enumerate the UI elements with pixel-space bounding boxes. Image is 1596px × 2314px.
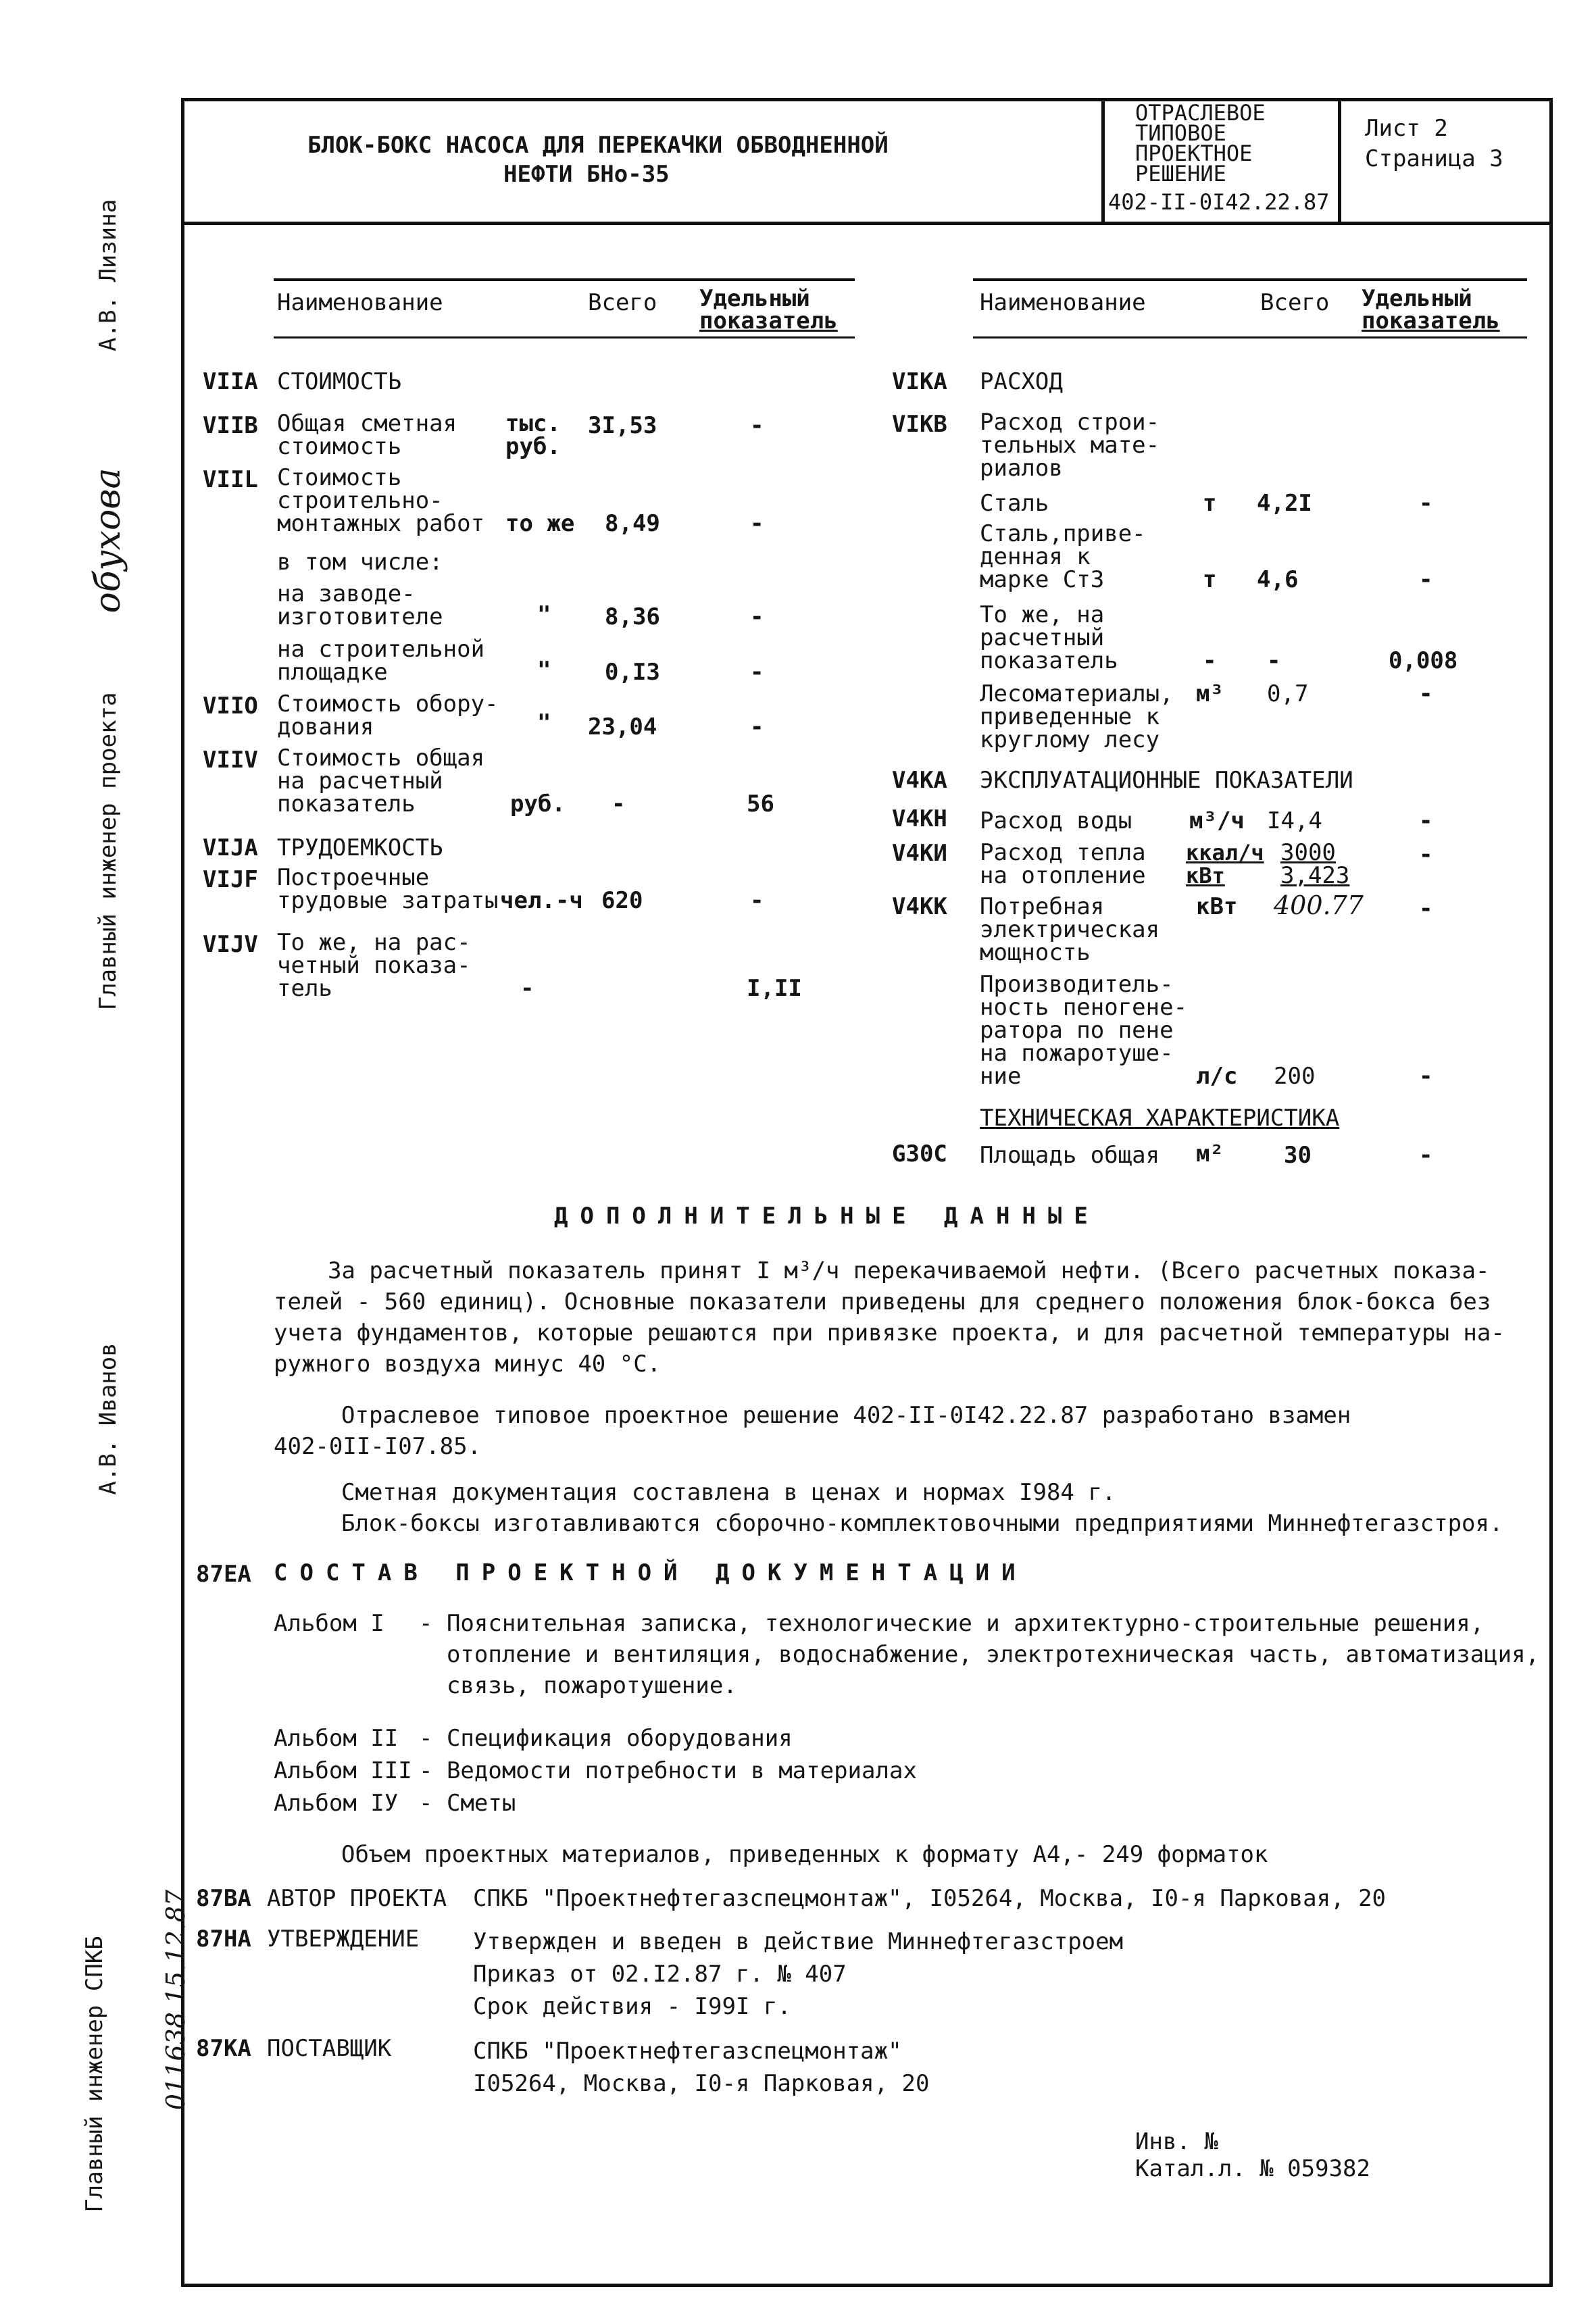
left-row-10-name-0: То же, на рас-: [277, 929, 471, 956]
left-row-1-name-0: Общая сметная: [277, 410, 457, 437]
right-row-8-code: V4KИ: [892, 840, 947, 867]
left-row-0-code: VIIA: [203, 368, 258, 395]
right-row-7-spec: -: [1419, 807, 1433, 834]
left-row-1-name-1: стоимость: [277, 433, 402, 460]
left-row-7-name-0: Стоимость общая: [277, 745, 485, 772]
page-label: Страница 3: [1365, 145, 1503, 172]
composition-code: 87EA: [196, 1561, 251, 1588]
right-row-10-total: 200: [1274, 1063, 1316, 1090]
additional-p2-0: Отраслевое типовое проектное решение 402-II-0I42.22.87 разработано взамен: [341, 1402, 1351, 1429]
left-row-5-spec: -: [750, 659, 764, 686]
composition-volume: Объем проектных материалов, приведенных к формату А4,- 249 форматок: [341, 1841, 1268, 1868]
stamp-divider-1: [1101, 98, 1105, 225]
type-line-0: ОТРАСЛЕВОЕ: [1135, 100, 1266, 126]
album-0-line-2: связь, пожаротушение.: [419, 1672, 737, 1699]
right-row-10-name-4: ние: [980, 1063, 1022, 1090]
left-col-total: Всего: [588, 289, 657, 316]
right-row-10-unit: л/с: [1196, 1063, 1238, 1090]
album-1-line-0: - Спецификация оборудования: [419, 1725, 793, 1752]
album-1-name: Альбом II: [274, 1725, 399, 1752]
left-row-9-spec: -: [750, 887, 764, 914]
right-row-10-name-2: ратора по пене: [980, 1017, 1174, 1044]
album-0-line-1: отопление и вентиляция, водоснабжение, электротехническая часть, автоматизация,: [419, 1641, 1540, 1668]
left-row-9-unit: чел.-ч: [500, 887, 583, 914]
left-col-spec-2: показатель: [699, 307, 838, 334]
left-row-9-code: VIJF: [203, 866, 258, 893]
right-row-5-name-2: круглому лесу: [980, 726, 1160, 753]
left-row-4-unit: ": [537, 601, 551, 628]
author-code: 87BA: [196, 1885, 251, 1912]
left-row-7-code: VIIV: [203, 747, 258, 774]
additional-p1-1: телей - 560 единиц). Основные показатели приведены для среднего положения блок-бокса без: [274, 1288, 1491, 1315]
left-row-9-name-0: Построечные: [277, 864, 430, 891]
right-col-spec-2: показатель: [1362, 307, 1500, 334]
right-row-4-name-0: То же, на: [980, 601, 1105, 628]
approval-line-1: Приказ от 02.I2.87 г. № 407: [473, 1961, 847, 1988]
left-row-6-total: 23,04: [588, 713, 657, 740]
left-row-0-name: СТОИМОСТЬ: [277, 368, 402, 395]
right-row-5-unit: м³: [1196, 680, 1224, 707]
right-row-3-spec: -: [1419, 566, 1433, 593]
supplier-line-0: СПКБ "Проектнефтегазспецмонтаж": [473, 2038, 902, 2065]
right-row-9-name-0: Потребная: [980, 893, 1105, 920]
right-col-spec-1: Удельный: [1362, 285, 1472, 312]
type-line-3: РЕШЕНИЕ: [1135, 161, 1226, 186]
additional-p1-0: За расчетный показатель принят I м³/ч перекачиваемой нефти. (Всего расчетных показа-: [328, 1257, 1490, 1284]
right-row-4-name-2: показатель: [980, 647, 1118, 674]
album-0-line-0: - Пояснительная записка, технологические и архитектурно-строительные решения,: [419, 1610, 1485, 1637]
right-row-4-unit: -: [1203, 647, 1217, 674]
right-row-10-spec: -: [1419, 1063, 1433, 1090]
album-2-name: Альбом III: [274, 1757, 412, 1784]
header-stamp: [181, 98, 1553, 225]
right-row-7-code: V4KH: [892, 805, 947, 832]
header-title-line1: БЛОК-БОКС НАСОСА ДЛЯ ПЕРЕКАЧКИ ОБВОДНЕННОЙ: [307, 132, 889, 159]
approval-code: 87HA: [196, 1926, 251, 1953]
margin-chief-engineer-spkb: Главный инженер СПКБ: [81, 1936, 108, 2213]
right-row-12-spec: -: [1419, 1142, 1433, 1169]
right-row-9-total: 400.77: [1274, 890, 1364, 920]
supplier-code: 87KA: [196, 2035, 251, 2062]
left-row-10-name-2: тель: [277, 975, 332, 1002]
author-label: АВТОР ПРОЕКТА: [267, 1885, 447, 1912]
type-line-1: ТИПОВОЕ: [1135, 120, 1226, 146]
stamp-divider-2: [1338, 98, 1341, 225]
right-row-10-name-3: на пожаротуше-: [980, 1040, 1174, 1067]
left-row-5-name-1: площадке: [277, 659, 388, 686]
right-table-header-rule: [973, 336, 1527, 338]
supplier-line-1: I05264, Москва, I0-я Парковая, 20: [473, 2070, 930, 2097]
left-row-1-code: VIIB: [203, 412, 258, 439]
right-row-5-name-0: Лесоматериалы,: [980, 680, 1174, 707]
left-col-name: Наименование: [277, 289, 443, 316]
left-row-10-unit: -: [520, 975, 534, 1002]
left-row-8-code: VIJA: [203, 834, 258, 861]
header-title-line2: НЕФТИ БНо-35: [503, 161, 670, 188]
left-row-6-unit: ": [537, 709, 551, 736]
right-row-2-name: Сталь: [980, 490, 1049, 517]
additional-p3: Сметная документация составлена в ценах и нормах I984 г.: [341, 1479, 1116, 1506]
left-row-9-name-1: трудовые затраты: [277, 887, 499, 914]
right-col-name: Наименование: [980, 289, 1146, 316]
right-row-9-name-2: мощность: [980, 939, 1091, 966]
type-line-4: 402-II-0I42.22.87: [1108, 189, 1330, 215]
right-row-3-unit: т: [1203, 566, 1217, 593]
left-row-4-name-1: изготовителе: [277, 603, 443, 630]
left-row-10-name-1: четный показа-: [277, 952, 471, 979]
left-row-6-name-1: дования: [277, 713, 374, 740]
sheet-label: Лист 2: [1365, 115, 1448, 142]
right-row-9-code: V4KK: [892, 893, 947, 920]
right-row-4-name-1: расчетный: [980, 624, 1105, 651]
right-row-12-name: Площадь общая: [980, 1142, 1160, 1169]
right-row-5-total: 0,7: [1267, 680, 1309, 707]
right-row-0-name: РАСХОД: [980, 368, 1063, 395]
left-row-1-spec: -: [750, 412, 764, 439]
right-row-6-code: V4KA: [892, 767, 947, 794]
right-row-4-total: -: [1267, 647, 1281, 674]
left-row-7-name-1: на расчетный: [277, 768, 443, 795]
left-row-2-name-2: монтажных работ: [277, 510, 485, 537]
additional-p1-3: ружного воздуха минус 40 °С.: [274, 1351, 662, 1378]
right-row-8-unit: ккал/ч кВт: [1186, 840, 1264, 888]
right-row-3-name-2: марке Ст3: [980, 566, 1105, 593]
right-row-0-code: VIKA: [892, 368, 947, 395]
left-row-7-spec: 56: [747, 790, 774, 818]
right-row-8-name-1: на отопление: [980, 862, 1146, 889]
right-row-8-total: 3000 3,423: [1280, 839, 1350, 889]
right-row-7-name: Расход воды: [980, 807, 1132, 834]
author-text: СПКБ "Проектнефтегазспецмонтаж", I05264, Москва, I0-я Парковая, 20: [473, 1885, 1387, 1912]
left-row-4-spec: -: [750, 603, 764, 630]
right-row-7-total: I4,4: [1267, 807, 1322, 834]
type-line-2: ПРОЕКТНОЕ: [1135, 141, 1253, 166]
right-row-9-name-1: электрическая: [980, 916, 1160, 943]
left-row-4-name-0: на заводе-: [277, 580, 416, 607]
approval-line-2: Срок действия - I99I г.: [473, 1993, 791, 2020]
right-row-1-name-0: Расход строи-: [980, 409, 1160, 436]
right-row-10-name-0: Производитель-: [980, 971, 1174, 998]
right-row-1-name-2: риалов: [980, 455, 1063, 482]
left-row-2-code: VIIL: [203, 466, 258, 493]
approval-label: УТВЕРЖДЕНИЕ: [267, 1926, 420, 1953]
right-row-12-unit: м²: [1196, 1140, 1224, 1167]
margin-top-name: А.В. Лизина: [95, 199, 122, 351]
left-row-1-unit: тыс. руб.: [505, 410, 561, 460]
right-row-5-spec: -: [1419, 680, 1433, 707]
left-row-10-spec: I,II: [747, 975, 802, 1002]
left-row-2-spec: -: [750, 510, 764, 537]
additional-p2-1: 402-0II-I07.85.: [274, 1433, 482, 1460]
left-row-7-total: -: [612, 790, 626, 818]
supplier-label: ПОСТАВЩИК: [267, 2035, 392, 2062]
left-row-5-name-0: на строительной: [277, 636, 485, 663]
right-row-12-code: G30C: [892, 1140, 947, 1167]
left-row-7-unit: руб.: [510, 790, 566, 818]
right-table-top-rule: [973, 278, 1527, 281]
right-row-1-code: VIKB: [892, 411, 947, 438]
left-col-spec-1: Удельный: [699, 285, 810, 312]
left-row-6-code: VIIO: [203, 693, 258, 720]
right-row-11-name: ТЕХНИЧЕСКАЯ ХАРАКТЕРИСТИКА: [980, 1105, 1340, 1132]
left-row-2-name-0: Стоимость: [277, 464, 402, 491]
left-row-7-name-2: показатель: [277, 790, 416, 818]
additional-p4: Блок-боксы изготавливаются сборочно-комплектовочными предприятиями Миннефтегазстроя.: [341, 1510, 1503, 1537]
left-row-8-name: ТРУДОЕМКОСТЬ: [277, 834, 443, 861]
left-table-header-rule: [274, 336, 855, 338]
left-row-9-total: 620: [601, 887, 643, 914]
right-row-9-unit: кВт: [1196, 893, 1238, 920]
album-3-line-0: - Сметы: [419, 1790, 516, 1817]
album-0-name: Альбом I: [274, 1610, 384, 1637]
right-row-8-name-0: Расход тепла: [980, 839, 1146, 866]
approval-line-0: Утвержден и введен в действие Миннефтегазстроем: [473, 1928, 1124, 1955]
left-row-4-total: 8,36: [605, 603, 660, 630]
left-row-6-spec: -: [750, 713, 764, 740]
right-row-3-total: 4,6: [1257, 566, 1299, 593]
left-row-2-total: 8,49: [605, 510, 660, 537]
right-row-9-spec: -: [1419, 895, 1433, 922]
catalog-sheet: Катал.л. № 059382: [1135, 2155, 1370, 2182]
right-row-2-total: 4,2I: [1257, 490, 1312, 517]
left-row-5-total: 0,I3: [605, 659, 660, 686]
right-row-7-unit: м³/ч: [1189, 807, 1245, 834]
right-row-3-name-0: Сталь,приве-: [980, 520, 1146, 547]
margin-signature: обухова: [88, 468, 128, 613]
right-row-1-name-1: тельных мате-: [980, 432, 1160, 459]
right-row-3-name-1: денная к: [980, 543, 1091, 570]
left-row-5-unit: ": [537, 657, 551, 684]
right-row-6-name: ЭКСПЛУАТАЦИОННЫЕ ПОКАЗАТЕЛИ: [980, 767, 1353, 794]
inventory-number: Инв. №: [1135, 2128, 1218, 2155]
margin-chief-engineer: Главный инженер проекта: [95, 692, 122, 1011]
left-row-6-name-0: Стоимость обору-: [277, 690, 499, 718]
right-row-12-total: 30: [1284, 1142, 1312, 1169]
left-row-1-total: 3I,53: [588, 412, 657, 439]
left-row-10-code: VIJV: [203, 931, 258, 958]
right-row-8-spec: -: [1419, 841, 1433, 868]
right-row-4-spec: 0,008: [1389, 647, 1458, 674]
album-3-name: Альбом IУ: [274, 1790, 399, 1817]
album-2-line-0: - Ведомости потребности в материалах: [419, 1757, 917, 1784]
right-col-total: Всего: [1260, 289, 1330, 316]
left-row-2-unit: то же: [505, 510, 575, 537]
margin-middle-name: А.В. Иванов: [95, 1342, 122, 1495]
left-row-3-name: в том числе:: [277, 549, 443, 576]
right-row-2-spec: -: [1419, 490, 1433, 517]
additional-heading: ДОПОЛНИТЕЛЬНЫЕ ДАННЫЕ: [554, 1203, 1100, 1230]
right-row-5-name-1: приведенные к: [980, 703, 1160, 730]
left-table-top-rule: [274, 278, 855, 281]
composition-heading: СОСТАВ ПРОЕКТНОЙ ДОКУМЕНТАЦИИ: [274, 1559, 1028, 1586]
right-row-10-name-1: ность пеногене-: [980, 994, 1188, 1021]
right-row-2-unit: т: [1203, 490, 1217, 517]
additional-p1-2: учета фундаментов, которые решаются при привязке проекта, и для расчетной температуры на-: [274, 1319, 1505, 1347]
margin-spkb-note: 011638 15.12.87: [161, 1889, 191, 2111]
left-row-2-name-1: строительно-: [277, 487, 443, 514]
